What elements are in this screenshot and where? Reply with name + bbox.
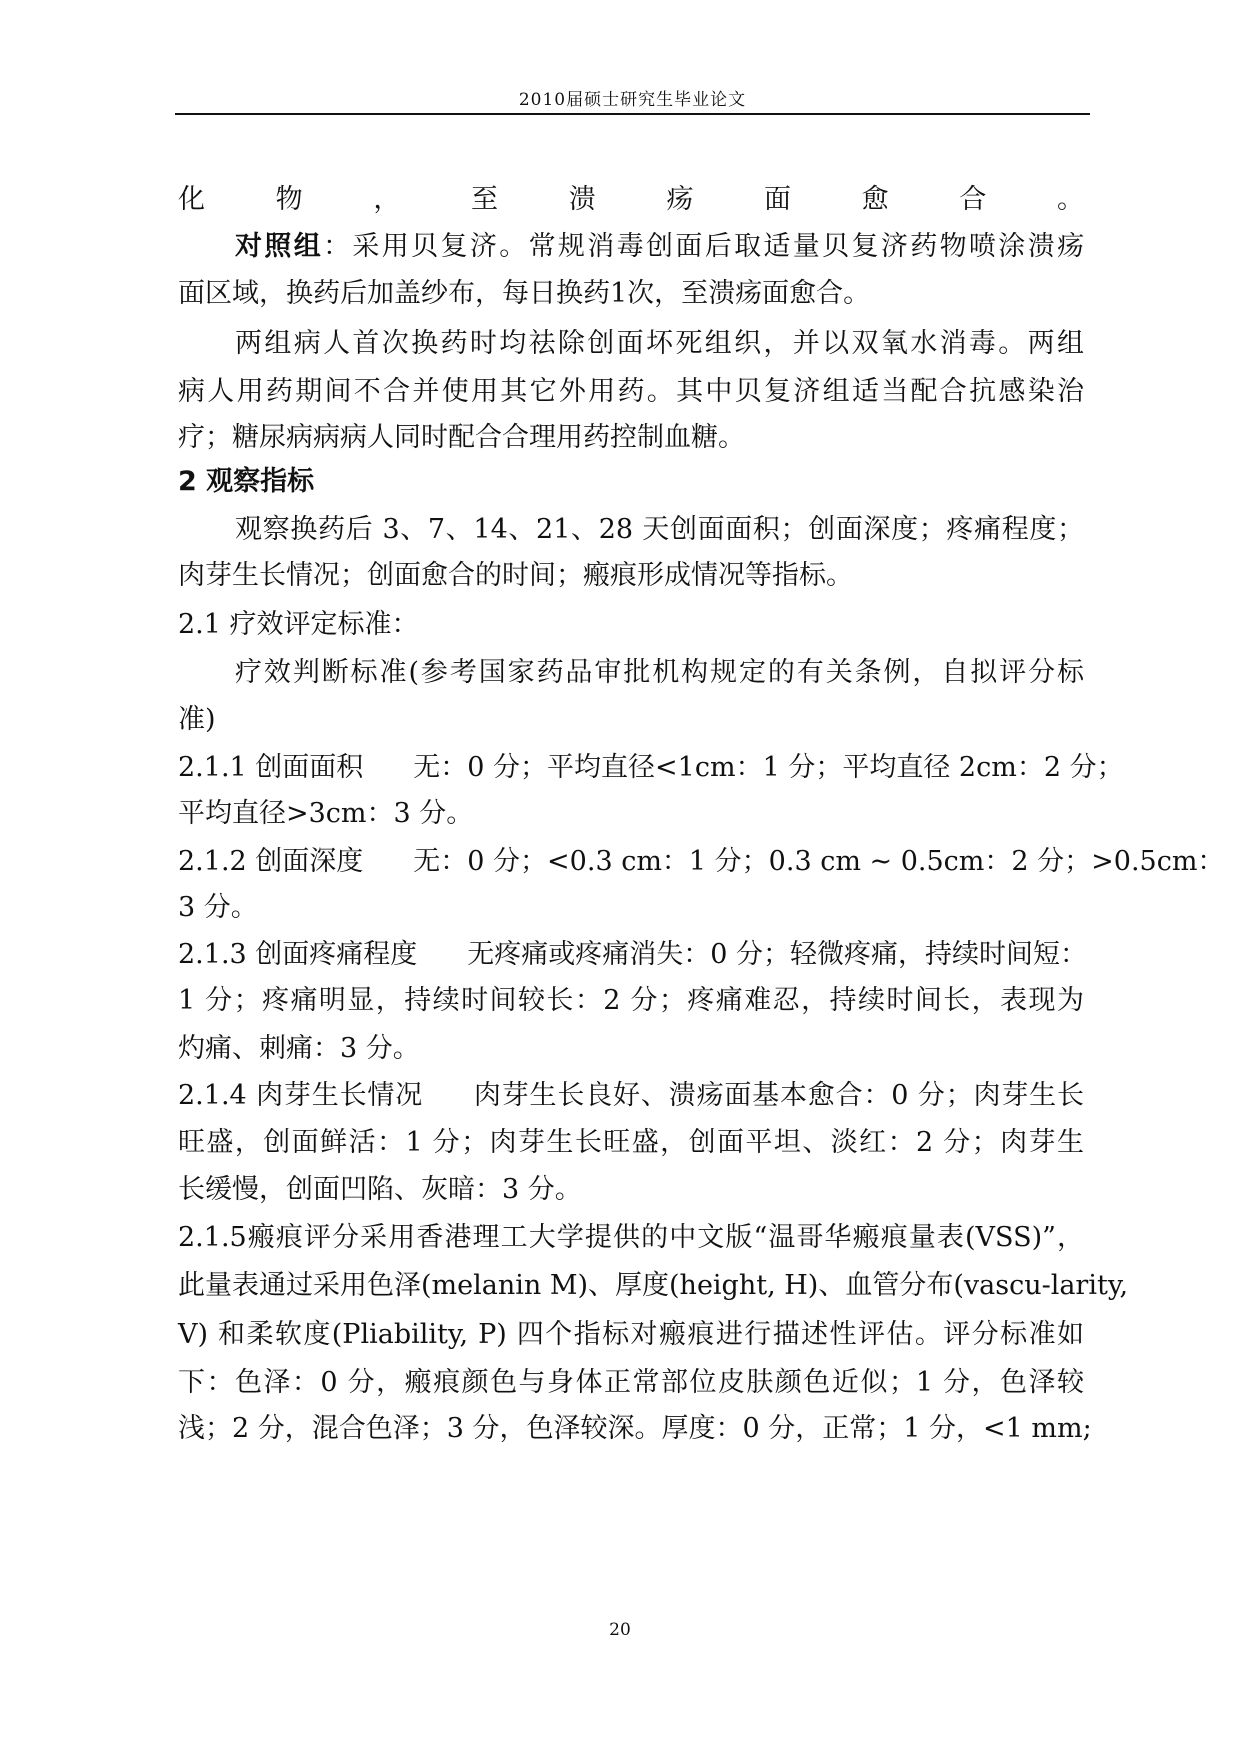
text-line: 疗效判断标准(参考国家药品审批机构规定的有关条例，自拟评分标 bbox=[235, 657, 1084, 688]
text-line: 3 分。 bbox=[178, 892, 258, 923]
text-line: V) 和柔软度(Pliability, P) 四个指标对瘢痕进行描述性评估。评分标准如 bbox=[178, 1319, 1084, 1350]
running-header: 2010届硕士研究生毕业论文 bbox=[518, 90, 747, 110]
text-line: 旺盛，创面鲜活：1 分；肉芽生长旺盛，创面平坦、淡红：2 分；肉芽生 bbox=[178, 1127, 1084, 1158]
subsection-heading: 2.1 疗效评定标准： bbox=[178, 609, 419, 640]
text-line: 准) bbox=[178, 704, 216, 735]
item-label: 2.1.3 创面疼痛程度 bbox=[178, 939, 418, 970]
text-line: 病人用药期间不合并使用其它外用药。其中贝复济组适当配合抗感染治 bbox=[178, 376, 1084, 407]
item-label: 2.1.2 创面深度 bbox=[178, 846, 364, 877]
section-heading: 2 观察指标 bbox=[178, 466, 315, 497]
text-line: 此量表通过采用色泽(melanin M)、厚度(height, H)、血管分布(vascu-larity, bbox=[178, 1270, 1129, 1301]
text-line: 肉芽生长情况；创面愈合的时间；瘢痕形成情况等指标。 bbox=[178, 560, 853, 591]
text-line: 1 分；疼痛明显，持续时间较长：2 分；疼痛难忍，持续时间长，表现为 bbox=[178, 985, 1084, 1016]
item-text: 肉芽生长良好、溃疡面基本愈合：0 分；肉芽生长 bbox=[473, 1080, 1084, 1111]
item-label: 2.1.4 肉芽生长情况 bbox=[178, 1080, 424, 1111]
item-text: 无：0 分；<0.3 cm：1 分；0.3 cm ~ 0.5cm：2 分；>0.5cm： bbox=[413, 846, 1225, 877]
item-label: 2.1.1 创面面积 bbox=[178, 752, 364, 783]
page-number: 20 bbox=[609, 1620, 631, 1640]
control-group-label: 对照组 bbox=[235, 231, 324, 262]
text-line: 长缓慢，创面凹陷、灰暗：3 分。 bbox=[178, 1174, 582, 1205]
text-line bbox=[178, 748, 1124, 788]
text-line: 浅；2 分，混合色泽；3 分，色泽较深。厚度：0 分，正常；1 分，<1 mm; bbox=[178, 1413, 1092, 1444]
text-line: 化物，至溃疡面愈合。 bbox=[178, 184, 1084, 215]
text-line bbox=[178, 1076, 1084, 1116]
text-line bbox=[178, 842, 1225, 882]
text-line: 面区域，换药后加盖纱布，每日换药1次，至溃疡面愈合。 bbox=[178, 278, 871, 309]
text-line: 平均直径>3cm：3 分。 bbox=[178, 798, 474, 829]
item-text: 无疼痛或疼痛消失：0 分；轻微疼痛，持续时间短： bbox=[467, 939, 1088, 970]
header-rule bbox=[175, 113, 1090, 115]
text-line: 疗；糖尿病病病人同时配合合理用药控制血糖。 bbox=[178, 422, 745, 453]
text-line bbox=[235, 227, 1084, 267]
text-line: 下：色泽：0 分，瘢痕颜色与身体正常部位皮肤颜色近似；1 分，色泽较 bbox=[178, 1367, 1084, 1398]
item-text: 无：0 分；平均直径<1cm：1 分；平均直径 2cm：2 分； bbox=[413, 752, 1124, 783]
text-line bbox=[178, 935, 1088, 975]
text-line: 两组病人首次换药时均祛除创面坏死组织，并以双氧水消毒。两组 bbox=[235, 328, 1084, 359]
text-line: 观察换药后 3、7、14、21、28 天创面面积；创面深度；疼痛程度； bbox=[235, 514, 1084, 545]
text-line: 灼痛、刺痛：3 分。 bbox=[178, 1033, 420, 1064]
text-line: 2.1.5瘢痕评分采用香港理工大学提供的中文版“温哥华瘢痕量表(VSS)”， bbox=[178, 1222, 1084, 1253]
text-span: ：采用贝复济。常规消毒创面后取适量贝复济药物喷涂溃疡 bbox=[323, 231, 1085, 262]
